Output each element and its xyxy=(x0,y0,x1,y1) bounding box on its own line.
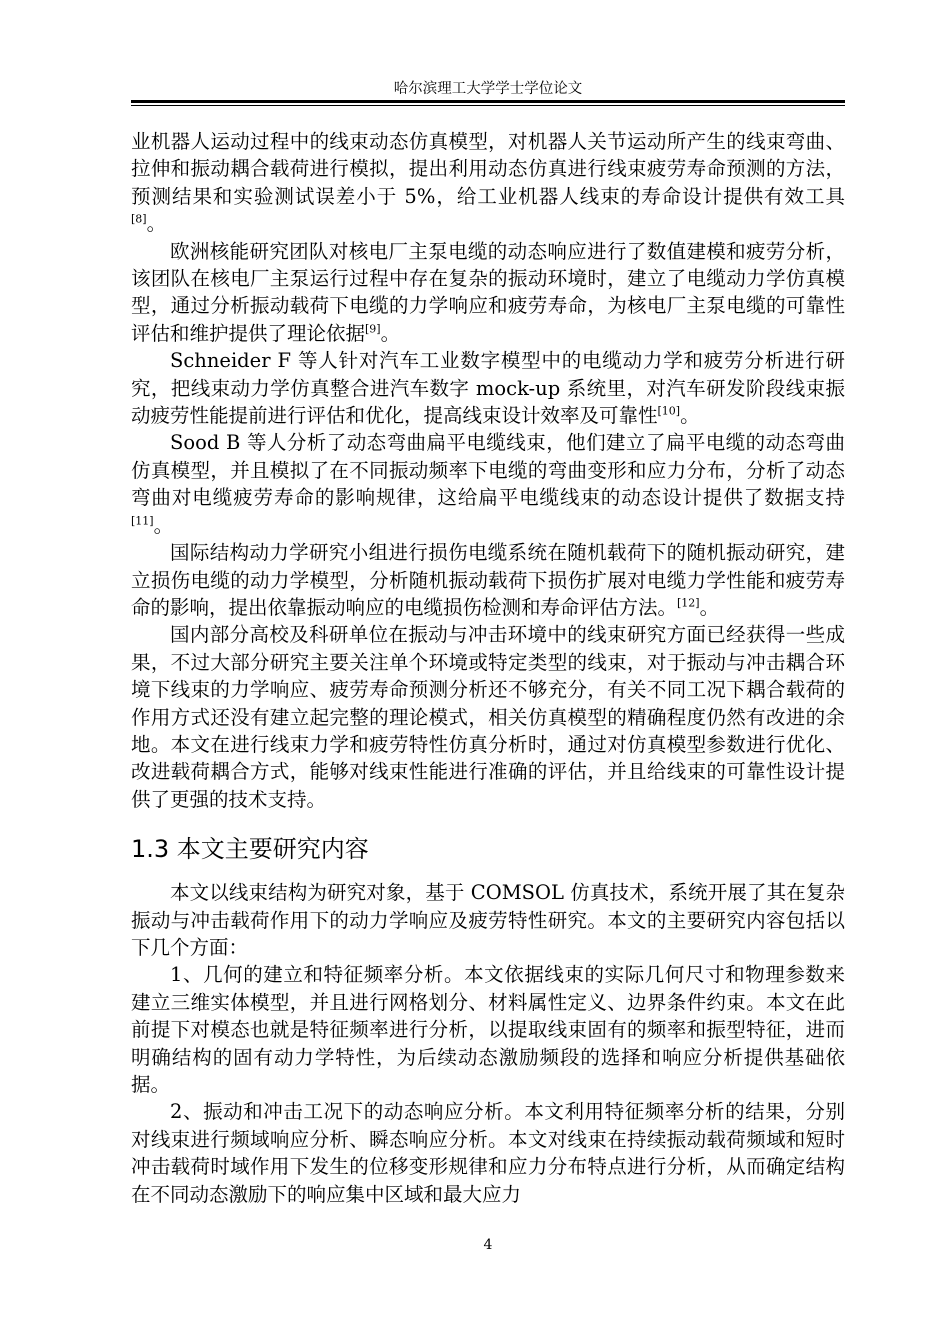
body-text xyxy=(131,128,845,1208)
paragraph: 欧洲核能研究团队对核电厂主泵电缆的动态响应进行了数值建模和疲劳分析，该团队在核电厂主泵运行过程中存在复杂的振动环境时，建立了电缆动力学仿真模型，通过分析振动载荷下电缆的力学响应和疲劳寿命，为核电厂主泵电缆的可靠性评估和维护提供了理论依据[9]。 xyxy=(131,239,845,345)
paragraph: 国内部分高校及科研单位在振动与冲击环境中的线束研究方面已经获得一些成果，不过大部分研究主要关注单个环境或特定类型的线束，对于振动与冲击耦合环境下线束的力学响应、疲劳寿命预测分析还不够充分，有关不同工况下耦合载荷的作用方式还没有建立起完整的理论模式，相关仿真模型的精确程度仍然有改进的余地。本文在进行线束力学和疲劳特性仿真分析时，通过对仿真模型参数进行优化、改进载荷耦合方式，能够对线束性能进行准确的评估，并且给线束的可靠性设计提供了更强的技术支持。 xyxy=(131,623,845,811)
paragraph: Sood B 等人分析了动态弯曲扁平电缆线束，他们建立了扁平电缆的动态弯曲仿真模型，并且模拟了在不同振动频率下电缆的弯曲变形和应力分布，分析了动态弯曲对电缆疲劳寿命的影响规律，这给扁平电缆线束的动态设计提供了数据支持[11]。 xyxy=(131,431,845,537)
citation: [8] xyxy=(131,212,147,226)
header-rule-thin xyxy=(131,105,845,106)
paragraph: 业机器人运动过程中的线束动态仿真模型，对机器人关节运动所产生的线束弯曲、拉伸和振动耦合载荷进行模拟，提出利用动态仿真进行线束疲劳寿命预测的方法，预测结果和实验测试误差小于 5%，给工业机器人线束的寿命设计提供有效工具[8]。 xyxy=(131,130,845,236)
section-heading: 1.3 本文主要研究内容 xyxy=(131,835,369,864)
paragraph: 2、振动和冲击工况下的动态响应分析。本文利用特征频率分析的结果，分别对线束进行频域响应分析、瞬态响应分析。本文对线束在持续振动载荷频域和短时冲击载荷时域作用下发生的位移变形规律和应力分布特点进行分析，从而确定结构在不同动态激励下的响应集中区域和最大应力 xyxy=(131,1100,845,1206)
paragraph: 本文以线束结构为研究对象，基于 COMSOL 仿真技术，系统开展了其在复杂振动与冲击载荷作用下的动力学响应及疲劳特性研究。本文的主要研究内容包括以下几个方面： xyxy=(131,881,845,959)
paragraph: 国际结构动力学研究小组进行损伤电缆系统在随机载荷下的随机振动研究，建立损伤电缆的动力学模型，分析随机振动载荷下损伤扩展对电缆力学性能和疲劳寿命的影响，提出依靠振动响应的电缆损伤检测和寿命评估方法。[12]。 xyxy=(131,541,845,619)
page-number: 4 xyxy=(483,1237,493,1253)
citation: [12] xyxy=(677,596,700,610)
paragraph: 1、几何的建立和特征频率分析。本文依据线束的实际几何尺寸和物理参数来建立三维实体模型，并且进行网格划分、材料属性定义、边界条件约束。本文在此前提下对模态也就是特征频率进行分析，以提取线束固有的频率和振型特征，进而明确结构的固有动力学特性，为后续动态激励频段的选择和响应分析提供基础依据。 xyxy=(131,963,845,1096)
citation: [9] xyxy=(365,322,381,336)
paragraph: Schneider F 等人针对汽车工业数字模型中的电缆动力学和疲劳分析进行研究，把线束动力学仿真整合进汽车数字 mock-up 系统里，对汽车研发阶段线束振动疲劳性能提前进行评估和优化，提高线束设计效率及可靠性[10]。 xyxy=(131,349,845,428)
header-rule-thick xyxy=(131,100,845,103)
citation: [10] xyxy=(657,404,681,418)
citation: [11] xyxy=(131,514,154,528)
running-header: 哈尔滨理工大学学士学位论文 xyxy=(393,81,583,97)
